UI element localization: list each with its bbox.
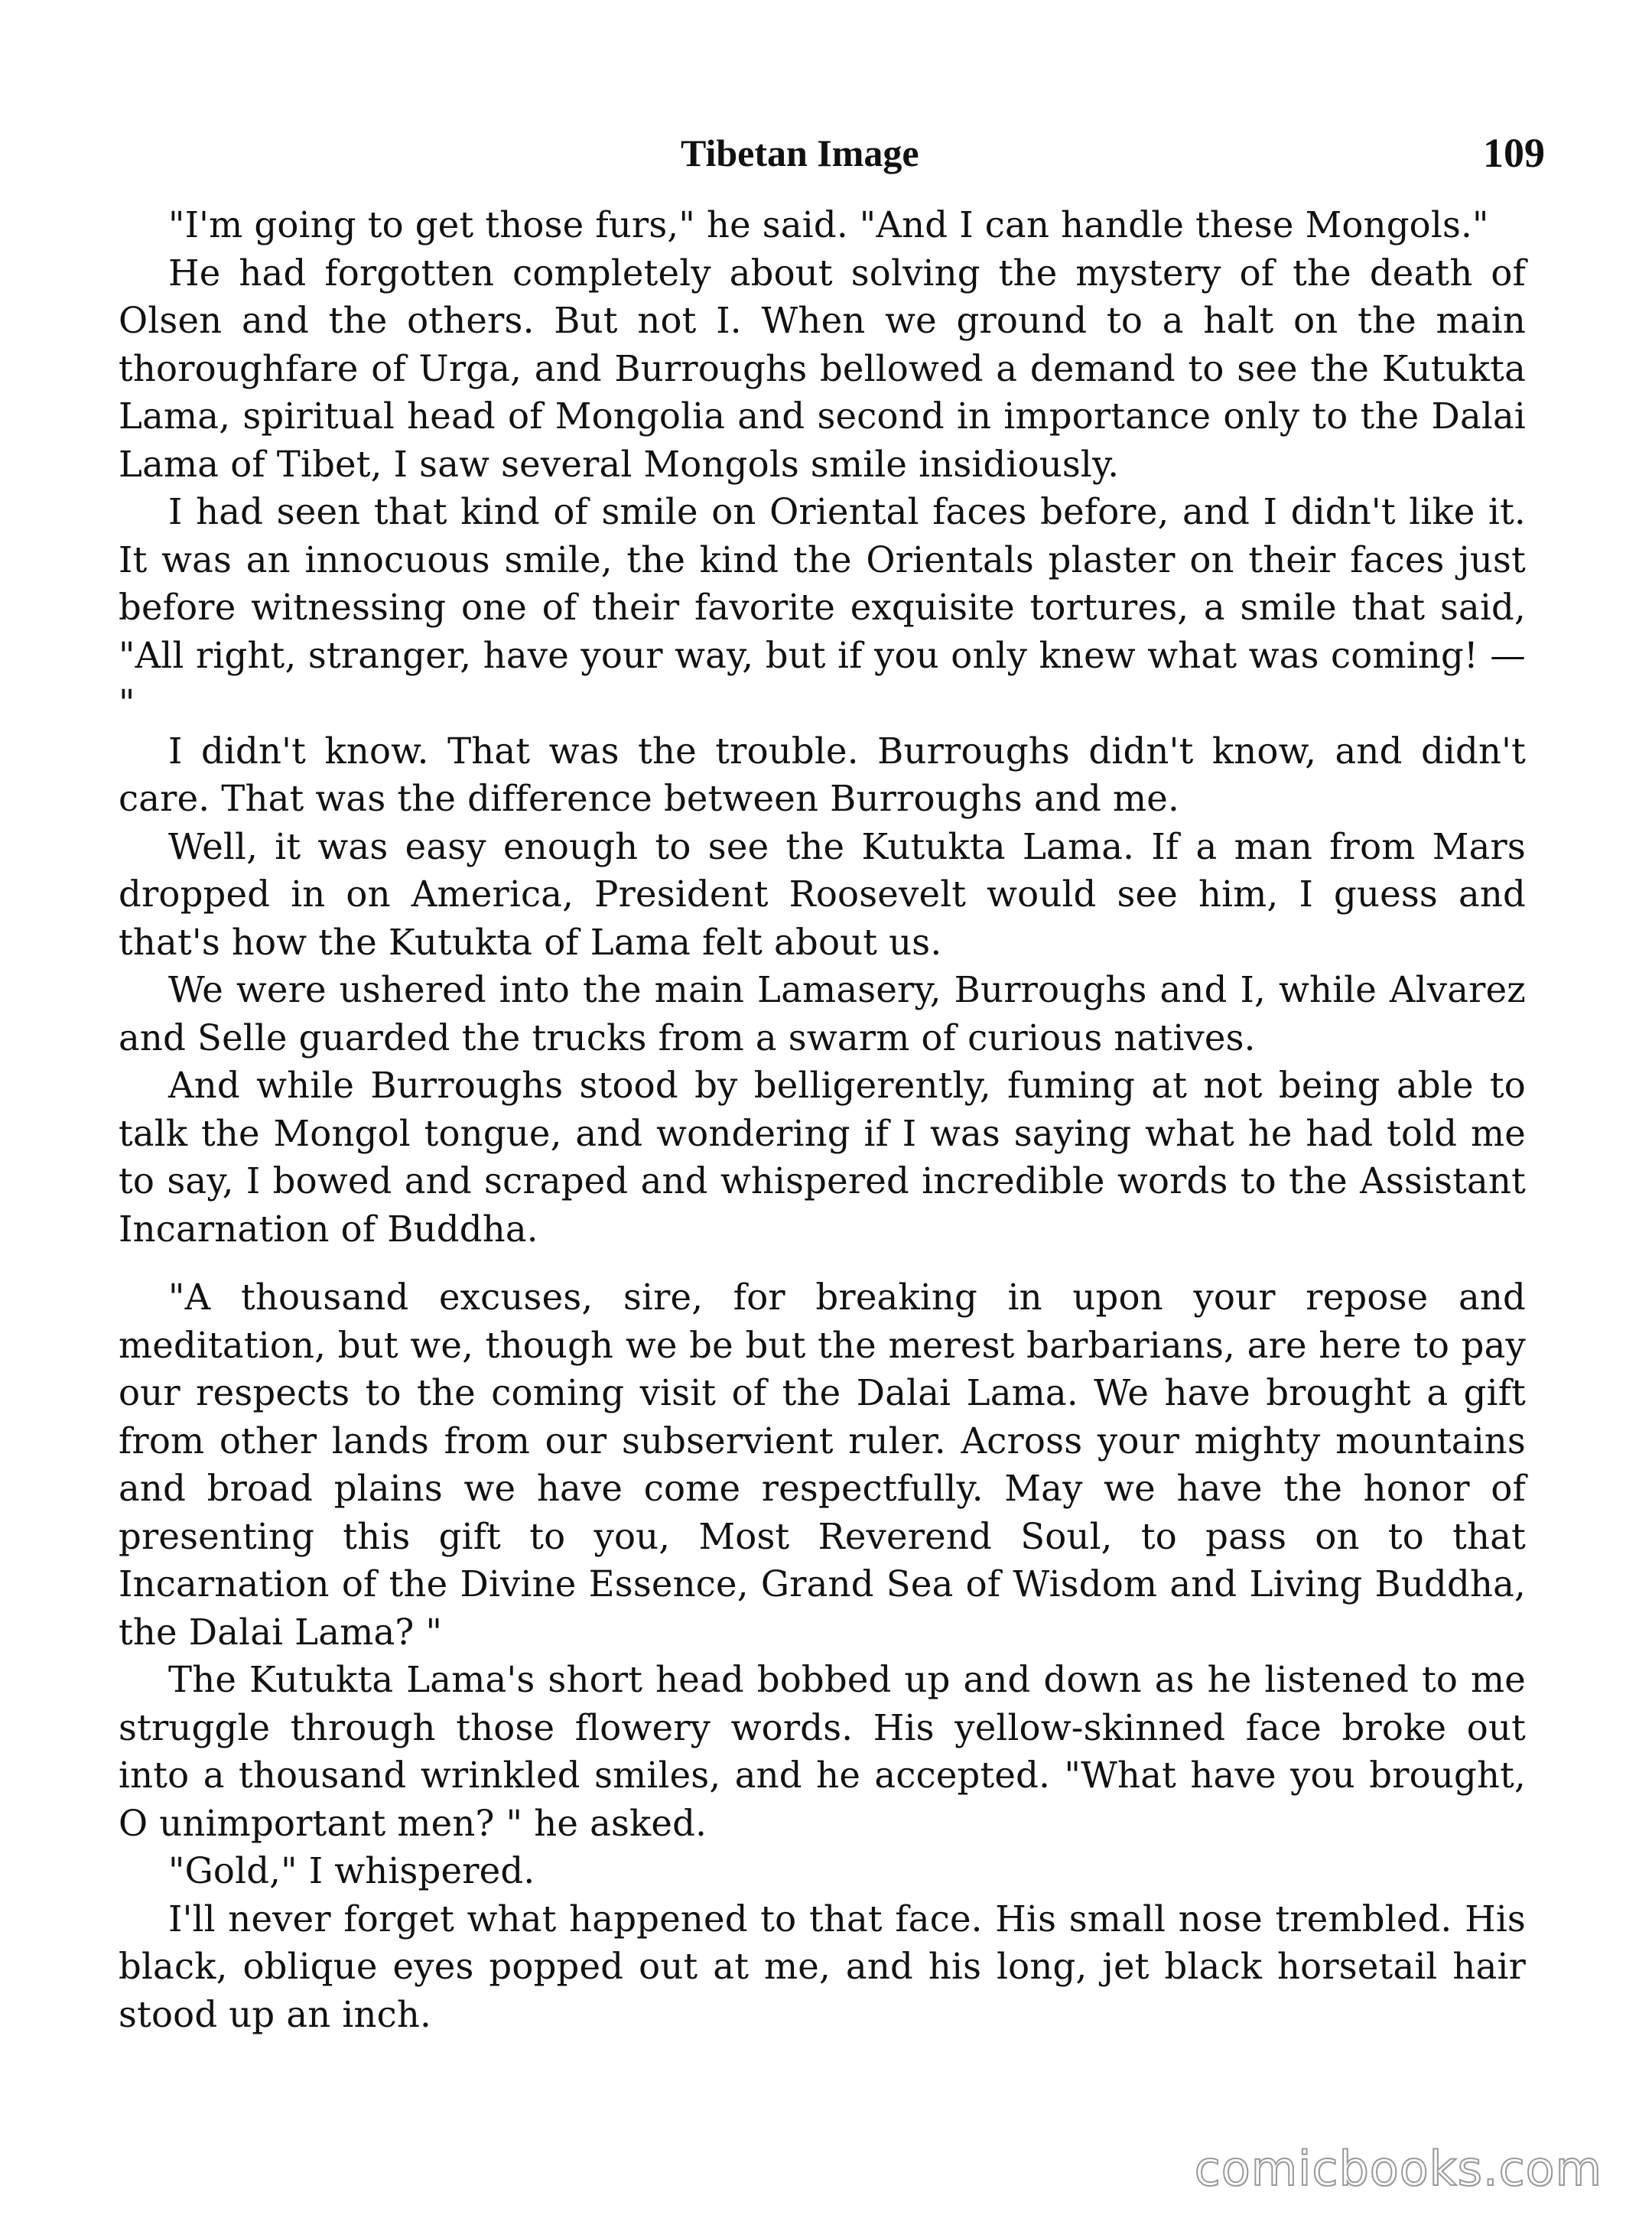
page-number: 109	[1483, 130, 1545, 176]
paragraph: "I'm going to get those furs," he said. "And I can handle these Mongols."	[168, 204, 1489, 246]
paragraph: We were ushered into the main Lamasery, Burroughs and I, while Alvarez and Selle guarded the trucks from a swarm of curious natives.	[119, 969, 1526, 1059]
paragraph: I'll never forget what happened to that face. His small nose trembled. His black, oblique eyes popped out at me, and his long, jet black horsetail hair stood up an inch.	[119, 1898, 1526, 2035]
body-text	[119, 201, 1526, 2038]
paragraph: I didn't know. That was the trouble. Burroughs didn't know, and didn't care. That was the difference between Burroughs and me.	[119, 730, 1526, 819]
watermark: comicbooks.com	[1194, 2141, 1602, 2197]
paragraph: And while Burroughs stood by belligerently, fuming at not being able to talk the Mongol tongue, and wondering if I was saying what he had told me to say, I bowed and scraped and whispered incredible words to the Assistant Incarnation of Buddha.	[119, 1065, 1526, 1250]
paragraph: The Kutukta Lama's short head bobbed up and down as he listened to me struggle through those flowery words. His yellow-skinned face broke out into a thousand wrinkled smiles, and he accepted. "What have you brought, O unimportant men? " he asked.	[119, 1659, 1526, 1844]
paragraph: "A thousand excuses, sire, for breaking in upon your repose and meditation, but we, though we be but the merest barbarians, are here to pay our respects to the coming visit of the Dalai Lama. We have brought a gift from other lands from our subservient ruler. Across your mighty mountains and broad plains we have come respectfully. May we have the honor of presenting this gift to you, Most Reverend Soul, to pass on to that Incarnation of the Divine Essence, Grand Sea of Wisdom and Living Buddha, the Dalai Lama? "	[119, 1276, 1526, 1653]
paragraph: Well, it was easy enough to see the Kutukta Lama. If a man from Mars dropped in on America, President Roosevelt would see him, I guess and that's how the Kutukta of Lama felt about us.	[119, 825, 1526, 963]
running-title: Tibetan Image	[681, 132, 919, 174]
page-header	[168, 122, 1545, 184]
paragraph: "Gold," I whispered.	[168, 1850, 535, 1891]
paragraph: He had forgotten completely about solving the mystery of the death of Olsen and the others. But not I. When we ground to a halt on the main thoroughfare of Urga, and Burroughs bellowed a demand to see the Kutukta Lama, spiritual head of Mongolia and second in importance only to the Dalai Lama of Tibet, I saw several Mongols smile insidiously.	[119, 252, 1526, 485]
paragraph: I had seen that kind of smile on Oriental faces before, and I didn't like it. It was an innocuous smile, the kind the Orientals plaster on their faces just before witnessing one of their favorite exquisite tortures, a smile that said, "All right, stranger, have your way, but if you only knew what was coming! — "	[119, 491, 1526, 724]
